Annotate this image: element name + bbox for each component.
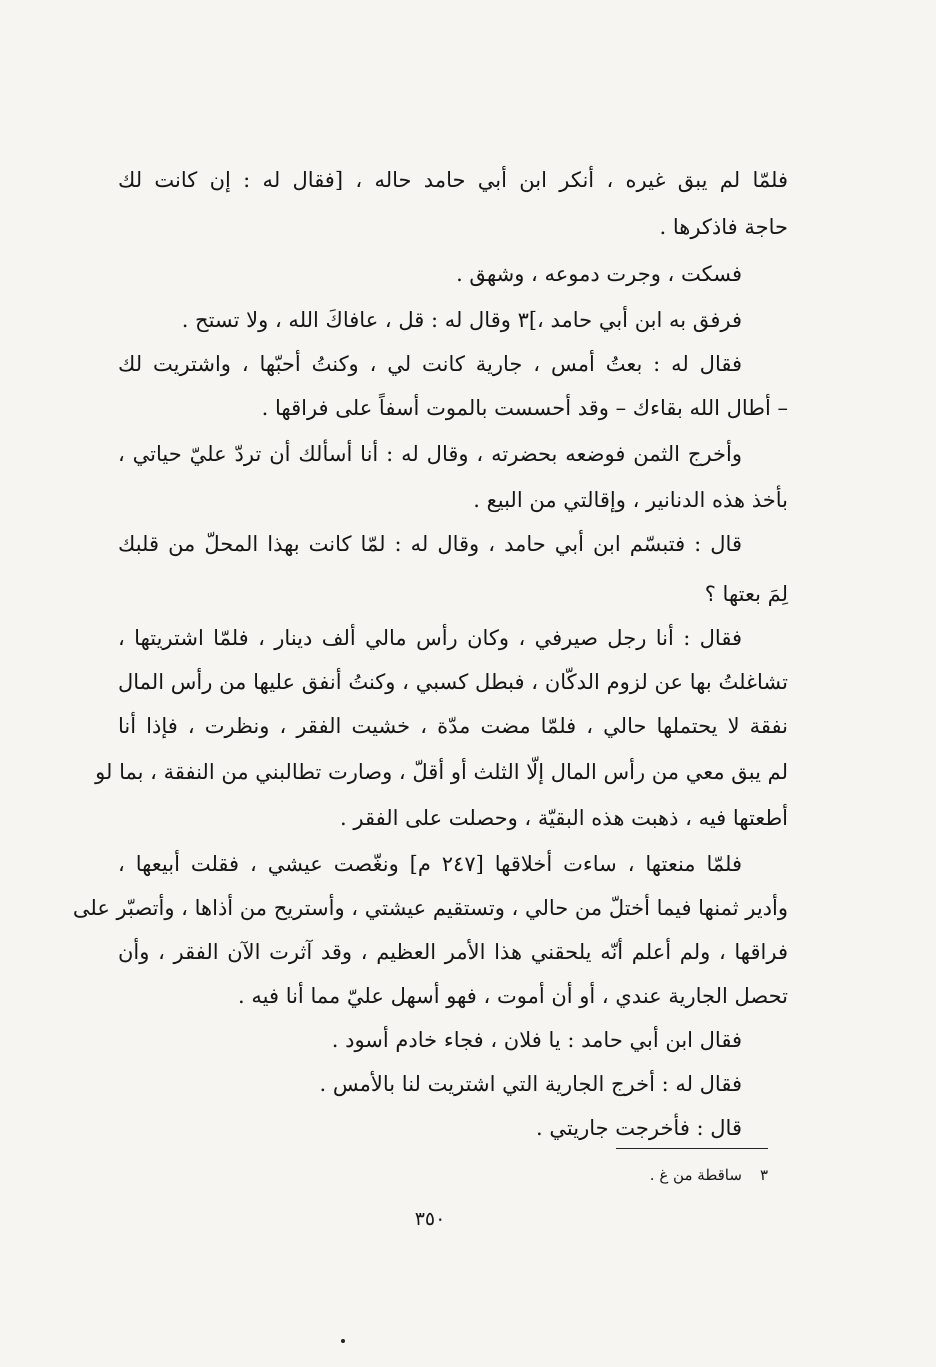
text-line-14: لم يبق معي من رأس المال إلّا الثلث أو أقلّ ، وصارت تطالبني من النفقة ، بما لو [95,760,788,784]
text-line-21: فقال له : أخرج الجارية التي اشتريت لنا بالأمس . [319,1072,742,1096]
text-line-1: فلمّا لم يبق غيره ، أنكر ابن أبي حامد حاله ، [فقال له : إن كانت لك [118,168,788,192]
text-line-22: قال : فأخرجت جاريتي . [536,1116,742,1140]
text-line-8: بأخذ هذه الدنانير ، وإقالتي من البيع . [473,488,788,512]
text-line-17: وأدير ثمنها فيما أختلّ من حالي ، وتستقيم عيشتي ، وأستريح من أذاها ، وأتصبّر على [72,896,788,920]
text-line-5: فقال له : بعتُ أمس ، جارية كانت لي ، وكنتُ أحبّها ، واشتريت لك [118,352,742,376]
text-line-15: أطعتها فيه ، ذهبت هذه البقيّة ، وحصلت على الفقر . [340,806,788,830]
text-line-11: فقال : أنا رجل صيرفي ، وكان رأس مالي ألف دينار ، فلمّا اشتريتها ، [118,626,742,650]
text-line-13: نفقة لا يحتملها حالي ، فلمّا مضت مدّة ، خشيت الفقر ، ونظرت ، فإذا أنا [118,714,788,738]
text-line-7: وأخرج الثمن فوضعه بحضرته ، وقال له : أنا أسألك أن تردّ عليّ حياتي ، [118,442,742,466]
text-line-3: فسكت ، وجرت دموعه ، وشهق . [456,262,742,286]
footnote-divider [616,1148,768,1149]
footnote [650,1164,768,1186]
page-number: ٣٥٠ [414,1208,446,1230]
text-line-2: حاجة فاذكرها . [659,215,788,239]
text-line-12: تشاغلتُ بها عن لزوم الدكّان ، فبطل كسبي ، وكنتُ أنفق عليها من رأس المال [118,670,788,694]
text-line-9: قال : فتبسّم ابن أبي حامد ، وقال له : لمّا كانت بهذا المحلّ من قلبك [118,532,742,556]
text-line-16: فلمّا منعتها ، ساءت أخلاقها [٢٤٧ م] ونغّصت عيشي ، فقلت أبيعها ، [118,852,743,876]
text-line-10: لِمَ بعتها ؟ [704,582,788,606]
text-line-18: فراقها ، ولم أعلم أنّه يلحقني هذا الأمر العظيم ، وقد آثرت الآن الفقر ، وأن [118,940,788,964]
text-line-20: فقال ابن أبي حامد : يا فلان ، فجاء خادم أسود . [331,1028,742,1052]
text-line-19: تحصل الجارية عندي ، أو أن أموت ، فهو أسهل عليّ مما أنا فيه . [238,984,788,1008]
footnote-text: ساقطة من غ . [649,1166,742,1184]
footnote-number: ٣ [759,1166,768,1184]
text-line-6: – أطال الله بقاءك – وقد أحسست بالموت أسفاً على فراقها . [261,396,788,420]
scan-speck [341,1339,345,1343]
text-line-4: فرفق به ابن أبي حامد ،]٣ وقال له : قل ، عافاكَ الله ، ولا تستح . [181,308,742,332]
